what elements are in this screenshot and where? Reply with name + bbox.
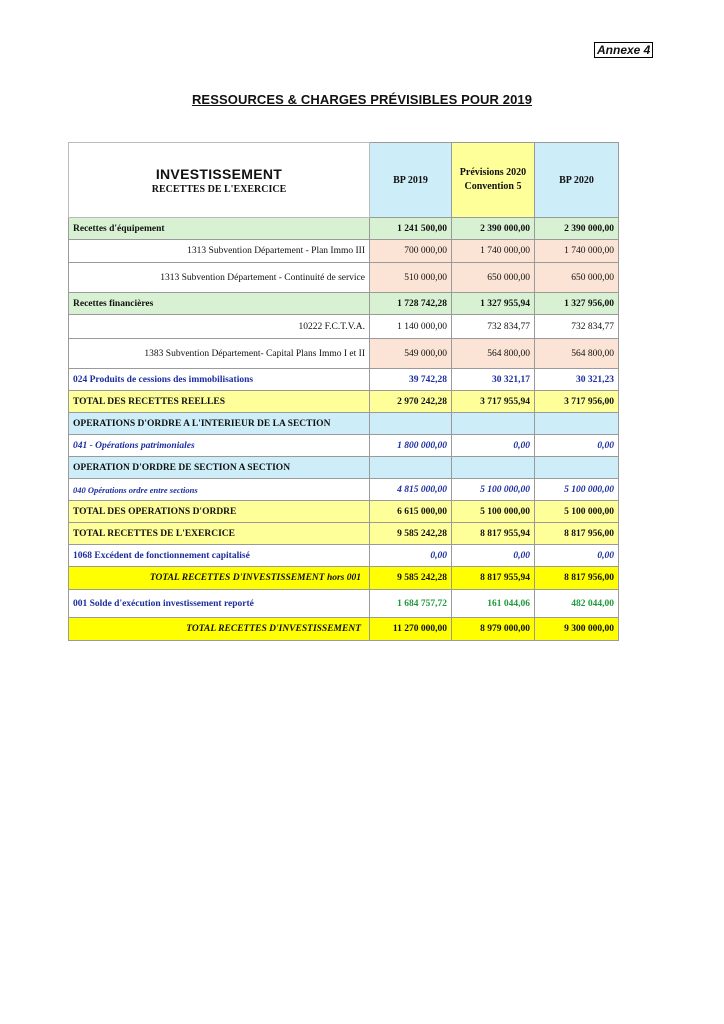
cell-bp2019: 1 684 757,72 <box>370 590 452 618</box>
cell-bp2019 <box>370 413 452 435</box>
row-label: 001 Solde d'exécution investissement reporté <box>69 590 370 618</box>
cell-bp2020 <box>535 413 619 435</box>
cell-bp2019: 1 728 742,28 <box>370 293 452 315</box>
cell-bp2019: 9 585 242,28 <box>370 523 452 545</box>
table-row <box>69 501 619 523</box>
annex-label: Annexe 4 <box>594 42 653 58</box>
cell-previsions-2020 <box>452 457 535 479</box>
table-row <box>69 293 619 315</box>
cell-previsions-2020: 8 817 955,94 <box>452 567 535 590</box>
cell-previsions-2020: 564 800,00 <box>452 339 535 369</box>
page-title: RESSOURCES & CHARGES PRÉVISIBLES POUR 2019 <box>191 92 533 107</box>
cell-previsions-2020: 3 717 955,94 <box>452 391 535 413</box>
investment-table <box>68 142 619 641</box>
row-label: Recettes financières <box>69 293 370 315</box>
header-sub: RECETTES DE L'EXERCICE <box>151 183 287 195</box>
cell-bp2020: 30 321,23 <box>535 369 619 391</box>
header-row <box>69 143 619 218</box>
cell-bp2020: 8 817 956,00 <box>535 523 619 545</box>
cell-bp2019: 700 000,00 <box>370 240 452 263</box>
row-label: 10222 F.C.T.V.A. <box>69 315 370 339</box>
cell-bp2019: 1 241 500,00 <box>370 218 452 240</box>
cell-bp2019: 9 585 242,28 <box>370 567 452 590</box>
table-row <box>69 315 619 339</box>
cell-bp2019: 4 815 000,00 <box>370 479 452 501</box>
cell-previsions-2020: 1 327 955,94 <box>452 293 535 315</box>
cell-bp2019: 39 742,28 <box>370 369 452 391</box>
table-row <box>69 457 619 479</box>
row-label: TOTAL RECETTES D'INVESTISSEMENT hors 001 <box>69 567 370 590</box>
header-col-bp2020: BP 2020 <box>535 143 619 218</box>
header-col2-line2: Convention 5 <box>464 181 522 192</box>
cell-previsions-2020: 732 834,77 <box>452 315 535 339</box>
cell-previsions-2020: 0,00 <box>452 435 535 457</box>
cell-bp2019 <box>370 457 452 479</box>
table-row <box>69 391 619 413</box>
row-label: TOTAL RECETTES D'INVESTISSEMENT <box>69 618 370 641</box>
cell-bp2019: 1 140 000,00 <box>370 315 452 339</box>
table-row <box>69 479 619 501</box>
cell-previsions-2020: 5 100 000,00 <box>452 479 535 501</box>
header-main: INVESTISSEMENT <box>155 165 283 182</box>
cell-bp2020: 0,00 <box>535 435 619 457</box>
row-label: TOTAL RECETTES DE L'EXERCICE <box>69 523 370 545</box>
header-col-previsions <box>452 143 535 218</box>
table-row <box>69 369 619 391</box>
cell-bp2020: 732 834,77 <box>535 315 619 339</box>
cell-previsions-2020: 5 100 000,00 <box>452 501 535 523</box>
cell-bp2020: 3 717 956,00 <box>535 391 619 413</box>
cell-previsions-2020: 8 979 000,00 <box>452 618 535 641</box>
cell-bp2020: 482 044,00 <box>535 590 619 618</box>
row-label: 1068 Excédent de fonctionnement capitalisé <box>69 545 370 567</box>
cell-bp2020: 8 817 956,00 <box>535 567 619 590</box>
table-row <box>69 545 619 567</box>
cell-bp2019: 0,00 <box>370 545 452 567</box>
row-label: 040 Opérations ordre entre sections <box>69 479 370 501</box>
cell-previsions-2020 <box>452 413 535 435</box>
cell-previsions-2020: 2 390 000,00 <box>452 218 535 240</box>
cell-bp2020: 564 800,00 <box>535 339 619 369</box>
cell-bp2020: 1 740 000,00 <box>535 240 619 263</box>
row-label: OPERATION D'ORDRE DE SECTION A SECTION <box>69 457 370 479</box>
cell-bp2019: 510 000,00 <box>370 263 452 293</box>
header-col2-line1: Prévisions 2020 <box>459 167 527 178</box>
cell-previsions-2020: 1 740 000,00 <box>452 240 535 263</box>
cell-bp2020: 2 390 000,00 <box>535 218 619 240</box>
cell-bp2020: 650 000,00 <box>535 263 619 293</box>
table-row <box>69 218 619 240</box>
table-row <box>69 590 619 618</box>
table-row <box>69 413 619 435</box>
cell-bp2019: 1 800 000,00 <box>370 435 452 457</box>
row-label: 1313 Subvention Département - Continuité de service <box>69 263 370 293</box>
row-label: 1383 Subvention Département- Capital Plans Immo I et II <box>69 339 370 369</box>
cell-bp2020: 9 300 000,00 <box>535 618 619 641</box>
cell-bp2020 <box>535 457 619 479</box>
cell-bp2020: 5 100 000,00 <box>535 501 619 523</box>
table-row <box>69 618 619 641</box>
header-title-cell <box>69 143 370 218</box>
header-col-bp2019: BP 2019 <box>370 143 452 218</box>
row-label: TOTAL DES RECETTES REELLES <box>69 391 370 413</box>
table-row <box>69 435 619 457</box>
cell-previsions-2020: 650 000,00 <box>452 263 535 293</box>
cell-bp2019: 6 615 000,00 <box>370 501 452 523</box>
table-row <box>69 263 619 293</box>
row-label: OPERATIONS D'ORDRE A L'INTERIEUR DE LA SECTION <box>69 413 370 435</box>
table-row <box>69 523 619 545</box>
table-row <box>69 240 619 263</box>
cell-bp2020: 1 327 956,00 <box>535 293 619 315</box>
cell-bp2019: 2 970 242,28 <box>370 391 452 413</box>
cell-bp2020: 5 100 000,00 <box>535 479 619 501</box>
cell-previsions-2020: 30 321,17 <box>452 369 535 391</box>
row-label: 041 - Opérations patrimoniales <box>69 435 370 457</box>
cell-bp2019: 11 270 000,00 <box>370 618 452 641</box>
cell-bp2020: 0,00 <box>535 545 619 567</box>
cell-previsions-2020: 8 817 955,94 <box>452 523 535 545</box>
table-row <box>69 339 619 369</box>
cell-bp2019: 549 000,00 <box>370 339 452 369</box>
row-label: TOTAL DES OPERATIONS D'ORDRE <box>69 501 370 523</box>
cell-previsions-2020: 0,00 <box>452 545 535 567</box>
row-label: 1313 Subvention Département - Plan Immo III <box>69 240 370 263</box>
row-label: Recettes d'équipement <box>69 218 370 240</box>
table-row <box>69 567 619 590</box>
cell-previsions-2020: 161 044,06 <box>452 590 535 618</box>
row-label: 024 Produits de cessions des immobilisations <box>69 369 370 391</box>
